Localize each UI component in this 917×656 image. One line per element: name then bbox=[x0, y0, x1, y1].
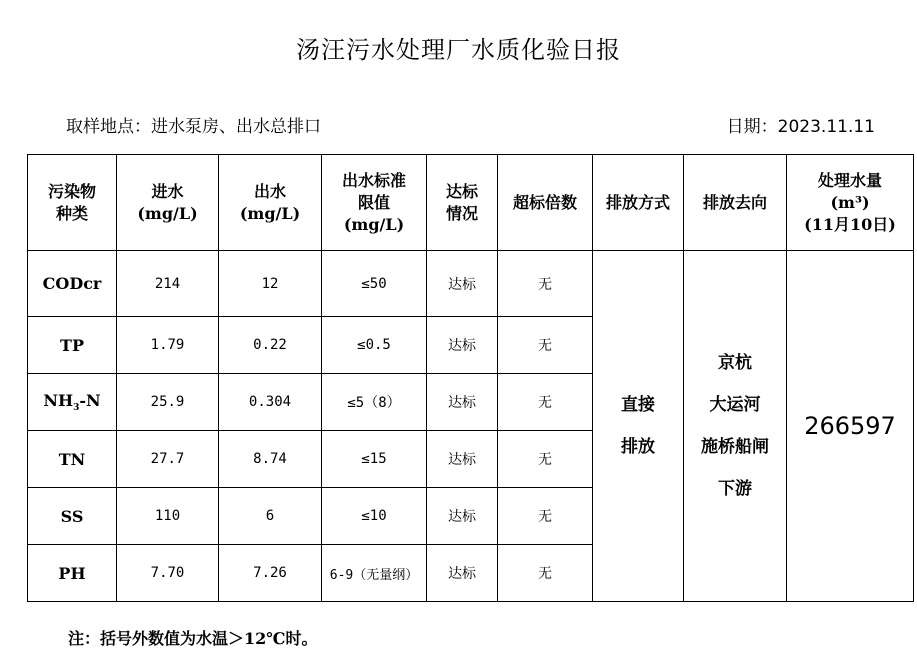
exceed-cell: 无 bbox=[498, 317, 593, 374]
outflow-cell: 6 bbox=[219, 488, 322, 545]
header-inflow: 进水 (mg/L) bbox=[117, 155, 219, 251]
header-limit: 出水标准 限值 (mg/L) bbox=[322, 155, 427, 251]
sample-location: 取样地点：进水泵房、出水总排口 bbox=[66, 117, 321, 137]
limit-cell: 6-9（无量纲） bbox=[322, 545, 427, 602]
header-compliance: 达标 情况 bbox=[427, 155, 498, 251]
pollutant-cell: TP bbox=[28, 317, 117, 374]
limit-cell: ≤50 bbox=[322, 251, 427, 317]
limit-cell: ≤15 bbox=[322, 431, 427, 488]
inflow-cell: 214 bbox=[117, 251, 219, 317]
discharge-method-cell: 直接 排放 bbox=[593, 251, 684, 602]
inflow-cell: 1.79 bbox=[117, 317, 219, 374]
pollutant-cell: $NH_3-N$ bbox=[28, 374, 117, 431]
header-pollutant: 污染物 种类 bbox=[28, 155, 117, 251]
pollutant-cell: SS bbox=[28, 488, 117, 545]
status-cell: 达标 bbox=[427, 545, 498, 602]
outflow-cell: 7.26 bbox=[219, 545, 322, 602]
status-cell: 达标 bbox=[427, 431, 498, 488]
pollutant-cell: TN bbox=[28, 431, 117, 488]
status-cell: 达标 bbox=[427, 488, 498, 545]
report-title: 汤汪污水处理厂水质化验日报 bbox=[296, 36, 621, 64]
limit-cell: ≤5（8） bbox=[322, 374, 427, 431]
exceed-cell: 无 bbox=[498, 545, 593, 602]
exceed-cell: 无 bbox=[498, 374, 593, 431]
outflow-cell: 0.22 bbox=[219, 317, 322, 374]
pollutant-cell: CODcr bbox=[28, 251, 117, 317]
status-cell: 达标 bbox=[427, 374, 498, 431]
exceed-cell: 无 bbox=[498, 431, 593, 488]
water-quality-table bbox=[27, 154, 914, 602]
exceed-cell: 无 bbox=[498, 251, 593, 317]
inflow-cell: 7.70 bbox=[117, 545, 219, 602]
header-exceed: 超标倍数 bbox=[498, 155, 593, 251]
outflow-cell: 0.304 bbox=[219, 374, 322, 431]
limit-cell: ≤10 bbox=[322, 488, 427, 545]
header-row bbox=[28, 155, 914, 251]
outflow-cell: 12 bbox=[219, 251, 322, 317]
discharge-dest-cell: 京杭 大运河 施桥船闸 下游 bbox=[684, 251, 787, 602]
status-cell: 达标 bbox=[427, 251, 498, 317]
inflow-cell: 27.7 bbox=[117, 431, 219, 488]
outflow-cell: 8.74 bbox=[219, 431, 322, 488]
volume-value: 266597 bbox=[787, 251, 914, 602]
header-discharge-method: 排放方式 bbox=[593, 155, 684, 251]
header-outflow: 出水 (mg/L) bbox=[219, 155, 322, 251]
inflow-cell: 110 bbox=[117, 488, 219, 545]
inflow-cell: 25.9 bbox=[117, 374, 219, 431]
header-discharge-dest: 排放去向 bbox=[684, 155, 787, 251]
table-row bbox=[28, 251, 914, 317]
status-cell: 达标 bbox=[427, 317, 498, 374]
pollutant-cell: PH bbox=[28, 545, 117, 602]
exceed-cell: 无 bbox=[498, 488, 593, 545]
report-date: 日期：2023.11.11 bbox=[726, 117, 875, 137]
header-volume: 处理水量 (m³) (11月10日) bbox=[787, 155, 914, 251]
footnote: 注：括号外数值为水温＞12℃时。 bbox=[68, 629, 318, 648]
limit-cell: ≤0.5 bbox=[322, 317, 427, 374]
